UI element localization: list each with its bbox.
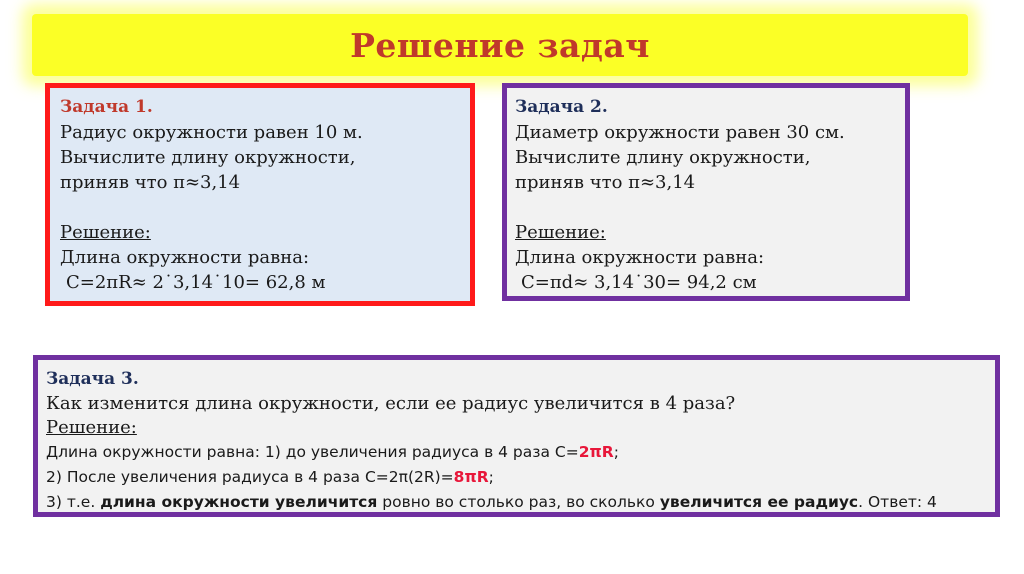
task3-step2: [46, 465, 987, 490]
task3-question: Как изменится длина окружности, если ее радиус увеличится в 4 раза?: [46, 393, 736, 414]
task2-solution-label: Решение:: [515, 222, 606, 243]
task1-card: [45, 83, 475, 306]
task1-line3: приняв что π≈3,14: [60, 172, 241, 193]
task2-line3: приняв что π≈3,14: [515, 172, 696, 193]
title-banner: [32, 14, 968, 76]
spacer: [60, 195, 460, 220]
task1-solution-label: Решение:: [60, 222, 151, 243]
task3-step1-end: ;: [613, 443, 619, 461]
task1-heading: Задача 1.: [60, 97, 153, 117]
task3-step1: [46, 440, 987, 465]
task2-formula: С=πd≈ 3,14˙30= 94,2 см: [521, 272, 757, 293]
task3-step1-value: 2πR: [578, 443, 614, 461]
task3-step2-end: ;: [488, 468, 494, 486]
task3-step1-text: Длина окружности равна: 1) до увеличения радиуса в 4 раза С=: [46, 443, 579, 461]
task1-line2: Вычислите длину окружности,: [60, 147, 356, 168]
task3-step3-e: . Ответ: 4: [858, 493, 937, 511]
task2-heading: Задача 2.: [515, 97, 608, 117]
task3-step2-text: 2) После увеличения радиуса в 4 раза С=2π(2R)=: [46, 468, 454, 486]
page-title: Решение задач: [350, 25, 650, 65]
task3-heading: Задача 3.: [46, 369, 139, 389]
task3-step3: [46, 490, 987, 515]
task3-step2-value: 8πR: [453, 468, 489, 486]
task3-solution-label: Решение:: [46, 417, 137, 438]
task1-line1: Радиус окружности равен 10 м.: [60, 122, 363, 143]
task1-solution-line: Длина окружности равна:: [60, 247, 310, 268]
task3-step3-d: увеличится ее радиус: [659, 493, 859, 511]
spacer: [515, 195, 897, 220]
task2-card: [502, 83, 910, 301]
task3-card: [33, 355, 1000, 517]
task2-solution-line: Длина окружности равна:: [515, 247, 765, 268]
task3-step3-a: 3) т.е.: [46, 493, 101, 511]
task3-step3-b: длина окружности увеличится: [100, 493, 378, 511]
task1-formula: С=2πR≈ 2˙3,14˙10= 62,8 м: [66, 272, 326, 293]
task2-line1: Диаметр окружности равен 30 см.: [515, 122, 845, 143]
task2-line2: Вычислите длину окружности,: [515, 147, 811, 168]
task3-step3-c: ровно во столько раз, во сколько: [377, 493, 660, 511]
